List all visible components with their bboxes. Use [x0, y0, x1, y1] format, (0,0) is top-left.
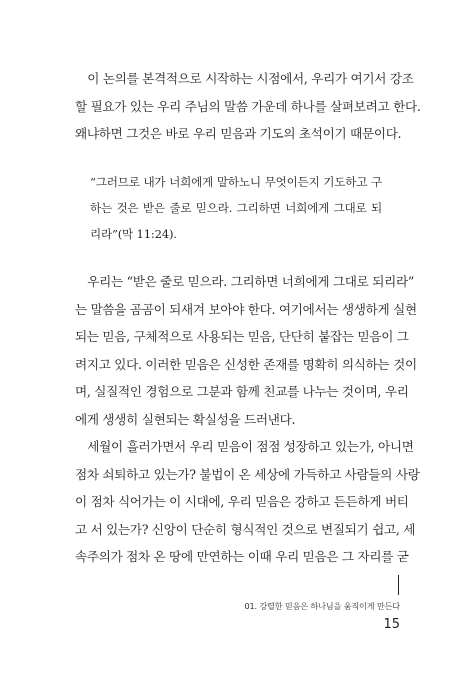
- text-line: 할 필요가 있는 우리 주님의 말씀 가운데 하나를 살펴보려고 한다.: [75, 98, 421, 114]
- text-line: 는 말씀을 곰곰이 되새겨 보아야 한다. 여기에서는 생생하게 실현: [75, 301, 417, 317]
- paragraph-3: [75, 433, 420, 571]
- quote-line: “그러므로 내가 너희에게 말하노니 무엇이든지 기도하고 구: [90, 175, 382, 189]
- text-line: 세월이 흘러가면서 우리 믿음이 점점 성장하고 있는가, 아니면: [75, 439, 414, 454]
- text-line: 속주의가 점차 온 땅에 만연하는 이때 우리 믿음은 그 자리를 굳: [75, 549, 409, 565]
- text-line: 우리는 “받은 줄로 믿으라. 그리하면 너희에게 그대로 되리라”: [75, 274, 414, 289]
- text-line: 이 논의를 본격적으로 시작하는 시점에서, 우리가 여기서 강조: [75, 71, 414, 86]
- paragraph-1: [75, 65, 421, 148]
- text-line: 고 서 있는가? 신앙이 단순히 형식적인 것으로 변질되기 쉽고, 세: [75, 521, 416, 537]
- text-line: 점차 쇠퇴하고 있는가? 불법이 온 세상에 가득하고 사람들의 사랑: [75, 466, 420, 482]
- text-line: 되는 믿음, 구체적으로 사용되는 믿음, 단단히 붙잡는 믿음이 그: [75, 329, 409, 345]
- quote-line: 리라”(막 11:24).: [90, 227, 177, 241]
- text-line: 이 점차 식어가는 이 시대에, 우리 믿음은 강하고 든든하게 버티: [75, 494, 409, 510]
- running-footer-chapter-title: 01. 강렬한 믿음은 하나님을 움직이게 만든다: [244, 601, 400, 611]
- text-line: 왜냐하면 그것은 바로 우리 믿음과 기도의 초석이기 때문이다.: [75, 126, 402, 142]
- text-line: 며, 실질적인 경험으로 그분과 함께 친교를 나누는 것이며, 우리: [75, 384, 409, 400]
- footer-divider: [398, 575, 399, 595]
- paragraph-2: [75, 268, 417, 434]
- text-line: 려지고 있다. 이러한 믿음은 신성한 존재를 명확히 의식하는 것이: [75, 356, 417, 372]
- page-number: 15: [383, 617, 400, 632]
- quote-line: 하는 것은 받은 줄로 믿으라. 그리하면 너희에게 그대로 되: [90, 201, 382, 215]
- text-line: 에게 생생히 실현되는 확실성을 드러낸다.: [75, 411, 296, 427]
- scripture-quote: [90, 169, 382, 247]
